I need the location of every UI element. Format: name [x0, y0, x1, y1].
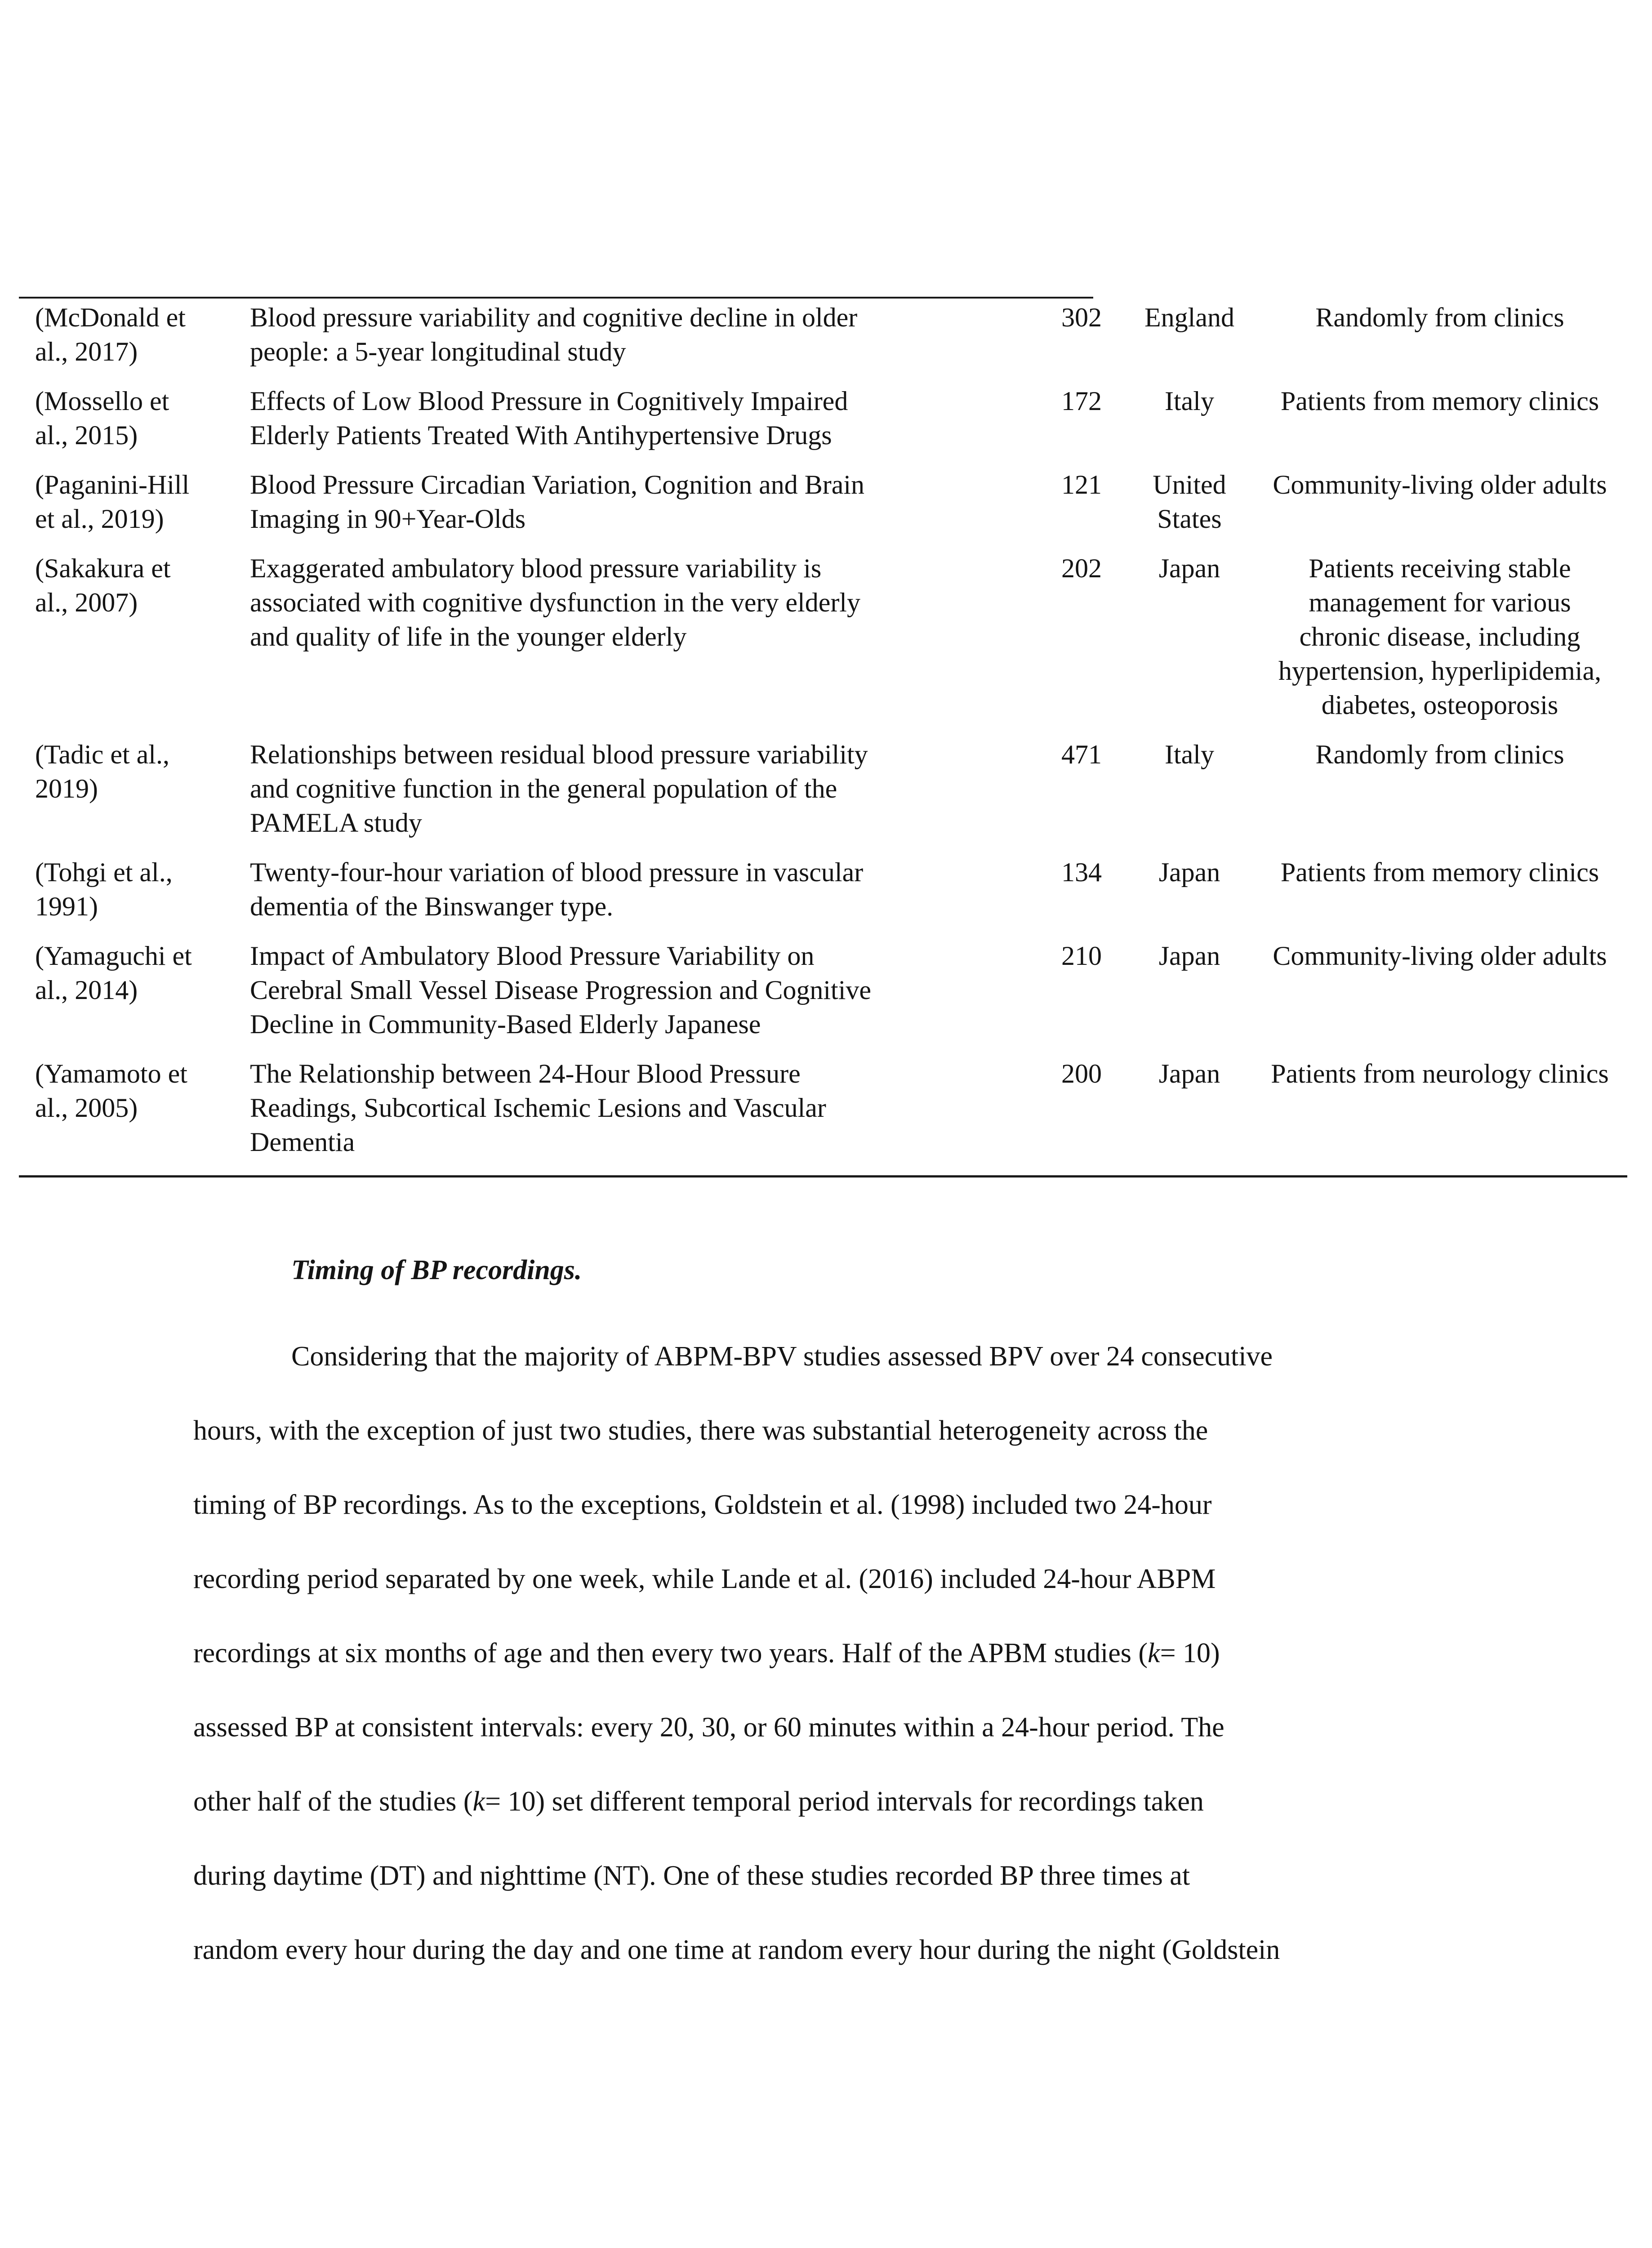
sample-size-cell: [1037, 300, 1127, 384]
section-heading: Timing of BP recordings.: [291, 1255, 582, 1285]
country-cell: [1127, 551, 1252, 737]
title-line: Effects of Low Blood Pressure in Cognitively Impaired: [250, 386, 848, 416]
country-line: Japan: [1158, 1059, 1220, 1088]
citation-line: al., 2007): [35, 588, 138, 617]
sample-size-value: 121: [1061, 470, 1102, 500]
sample-source-line: Patients receiving stable: [1309, 553, 1571, 583]
title-line: The Relationship between 24-Hour Blood Pressure: [250, 1059, 801, 1088]
sample-size-value: 172: [1061, 386, 1102, 416]
title-line: Impact of Ambulatory Blood Pressure Variability on: [250, 941, 815, 971]
sample-size-value: 134: [1061, 857, 1102, 887]
sample-source-cell: [1252, 737, 1627, 855]
title-cell: [245, 939, 1037, 1057]
table-bottom-rule: [19, 1175, 1627, 1178]
title-line: and cognitive function in the general population of the: [250, 774, 837, 803]
country-line: Japan: [1158, 941, 1220, 971]
sample-size-value: 200: [1061, 1059, 1102, 1088]
citation-line: al., 2014): [35, 975, 138, 1005]
citation-cell: [19, 551, 245, 737]
citation-line: (Yamaguchi et: [35, 941, 192, 971]
paragraph-line: Considering that the majority of ABPM-BPV studies assessed BPV over 24 consecutive: [291, 1341, 1273, 1372]
citation-line: al., 2005): [35, 1093, 138, 1123]
italic-k: k: [1148, 1638, 1160, 1668]
paragraph-line: recording period separated by one week, while Lande et al. (2016) included 24-hour ABPM: [193, 1564, 1216, 1594]
citation-cell: [19, 468, 245, 551]
sample-source-line: Patients from memory clinics: [1280, 386, 1599, 416]
country-cell: [1127, 384, 1252, 468]
title-cell: [245, 551, 1037, 737]
sample-source-line: Patients from memory clinics: [1280, 857, 1599, 887]
sample-size-value: 302: [1061, 303, 1102, 332]
sample-source-line: Randomly from clinics: [1315, 740, 1564, 769]
country-cell: [1127, 468, 1252, 551]
sample-size-cell: [1037, 468, 1127, 551]
country-line: Japan: [1158, 857, 1220, 887]
sample-size-value: 202: [1061, 553, 1102, 583]
title-line: Blood pressure variability and cognitive decline in older: [250, 303, 858, 332]
title-line: Dementia: [250, 1127, 355, 1157]
table-row: [19, 939, 1627, 1057]
body-paragraph: [193, 1320, 1470, 1987]
paragraph-line: timing of BP recordings. As to the exceptions, Goldstein et al. (1998) included two 24-hour: [193, 1490, 1212, 1520]
title-line: Decline in Community-Based Elderly Japanese: [250, 1009, 761, 1039]
table-row: [19, 855, 1627, 939]
paragraph-line: [193, 1765, 1470, 1839]
sample-source-cell: [1252, 551, 1627, 737]
title-cell: [245, 1057, 1037, 1174]
title-cell: [245, 468, 1037, 551]
studies-table-body: [19, 300, 1627, 1174]
sample-size-cell: [1037, 939, 1127, 1057]
line-segment: = 10): [1160, 1638, 1220, 1668]
sample-source-line: Randomly from clinics: [1315, 303, 1564, 332]
line-segment: recordings at six months of age and then every two years. Half of the APBM studies (: [193, 1638, 1148, 1668]
paragraph-line: during daytime (DT) and nighttime (NT). One of these studies recorded BP three times at: [193, 1860, 1190, 1891]
title-line: Imaging in 90+Year-Olds: [250, 504, 526, 534]
sample-source-line: Community-living older adults: [1273, 470, 1607, 500]
table-row: [19, 384, 1627, 468]
citation-cell: [19, 939, 245, 1057]
country-cell: [1127, 855, 1252, 939]
citation-line: (Mossello et: [35, 386, 169, 416]
table-row: [19, 737, 1627, 855]
citation-line: (Paganini-Hill: [35, 470, 190, 500]
sample-size-cell: [1037, 855, 1127, 939]
sample-source-cell: [1252, 384, 1627, 468]
title-line: Relationships between residual blood pressure variability: [250, 740, 868, 769]
citation-cell: [19, 384, 245, 468]
title-cell: [245, 384, 1037, 468]
title-line: associated with cognitive dysfunction in the very elderly: [250, 588, 860, 617]
table-row: [19, 551, 1627, 737]
title-line: Blood Pressure Circadian Variation, Cognition and Brain: [250, 470, 865, 500]
sample-source-cell: [1252, 300, 1627, 384]
table-top-rule: [19, 297, 1093, 299]
sample-source-line: Community-living older adults: [1273, 941, 1607, 971]
citation-line: 2019): [35, 774, 98, 803]
citation-line: (Yamamoto et: [35, 1059, 187, 1088]
citation-line: (McDonald et: [35, 303, 186, 332]
citation-line: et al., 2019): [35, 504, 164, 534]
citation-line: (Tadic et al.,: [35, 740, 169, 769]
line-segment: = 10) set different temporal period intervals for recordings taken: [485, 1786, 1204, 1817]
citation-line: al., 2017): [35, 337, 138, 366]
sample-size-cell: [1037, 1057, 1127, 1174]
title-line: Exaggerated ambulatory blood pressure variability is: [250, 553, 822, 583]
title-cell: [245, 855, 1037, 939]
title-line: Cerebral Small Vessel Disease Progression and Cognitive: [250, 975, 871, 1005]
sample-source-line: diabetes, osteoporosis: [1321, 690, 1558, 720]
citation-line: (Sakakura et: [35, 553, 171, 583]
country-line: England: [1144, 303, 1234, 332]
sample-source-cell: [1252, 468, 1627, 551]
country-cell: [1127, 737, 1252, 855]
title-line: dementia of the Binswanger type.: [250, 892, 614, 921]
sample-size-cell: [1037, 737, 1127, 855]
sample-size-value: 210: [1061, 941, 1102, 971]
country-line: Italy: [1165, 740, 1214, 769]
sample-source-line: hypertension, hyperlipidemia,: [1278, 656, 1602, 686]
paragraph-line: [193, 1616, 1470, 1690]
title-line: Twenty-four-hour variation of blood pressure in vascular: [250, 857, 864, 887]
citation-cell: [19, 737, 245, 855]
table-row: [19, 1057, 1627, 1174]
paragraph-line: random every hour during the day and one time at random every hour during the night (Goldstein: [193, 1935, 1280, 1965]
title-line: and quality of life in the younger elderly: [250, 622, 687, 651]
citation-line: al., 2015): [35, 420, 138, 450]
sample-size-cell: [1037, 551, 1127, 737]
sample-source-line: management for various: [1309, 588, 1571, 617]
table-row: [19, 300, 1627, 384]
citation-line: (Tohgi et al.,: [35, 857, 173, 887]
title-line: people: a 5-year longitudinal study: [250, 337, 626, 366]
title-line: PAMELA study: [250, 808, 422, 838]
line-segment: other half of the studies (: [193, 1786, 473, 1817]
country-line: Japan: [1158, 553, 1220, 583]
sample-size-cell: [1037, 384, 1127, 468]
sample-source-line: Patients from neurology clinics: [1271, 1059, 1609, 1088]
country-line: States: [1157, 504, 1222, 534]
sample-size-value: 471: [1061, 740, 1102, 769]
title-line: Elderly Patients Treated With Antihypertensive Drugs: [250, 420, 832, 450]
studies-table: [19, 300, 1627, 1174]
country-line: Italy: [1165, 386, 1214, 416]
italic-k: k: [472, 1786, 485, 1817]
table-row: [19, 468, 1627, 551]
citation-line: 1991): [35, 892, 98, 921]
title-line: Readings, Subcortical Ischemic Lesions and Vascular: [250, 1093, 826, 1123]
sample-source-cell: [1252, 855, 1627, 939]
country-cell: [1127, 939, 1252, 1057]
paragraph-line: assessed BP at consistent intervals: every 20, 30, or 60 minutes within a 24-hour period. The: [193, 1712, 1225, 1743]
sample-source-cell: [1252, 939, 1627, 1057]
sample-source-cell: [1252, 1057, 1627, 1174]
sample-source-line: chronic disease, including: [1299, 622, 1581, 651]
title-cell: [245, 737, 1037, 855]
country-line: United: [1153, 470, 1226, 500]
citation-cell: [19, 855, 245, 939]
country-cell: [1127, 300, 1252, 384]
paragraph-line: hours, with the exception of just two studies, there was substantial heterogeneity across the: [193, 1415, 1208, 1446]
citation-cell: [19, 1057, 245, 1174]
country-cell: [1127, 1057, 1252, 1174]
citation-cell: [19, 300, 245, 384]
title-cell: [245, 300, 1037, 384]
